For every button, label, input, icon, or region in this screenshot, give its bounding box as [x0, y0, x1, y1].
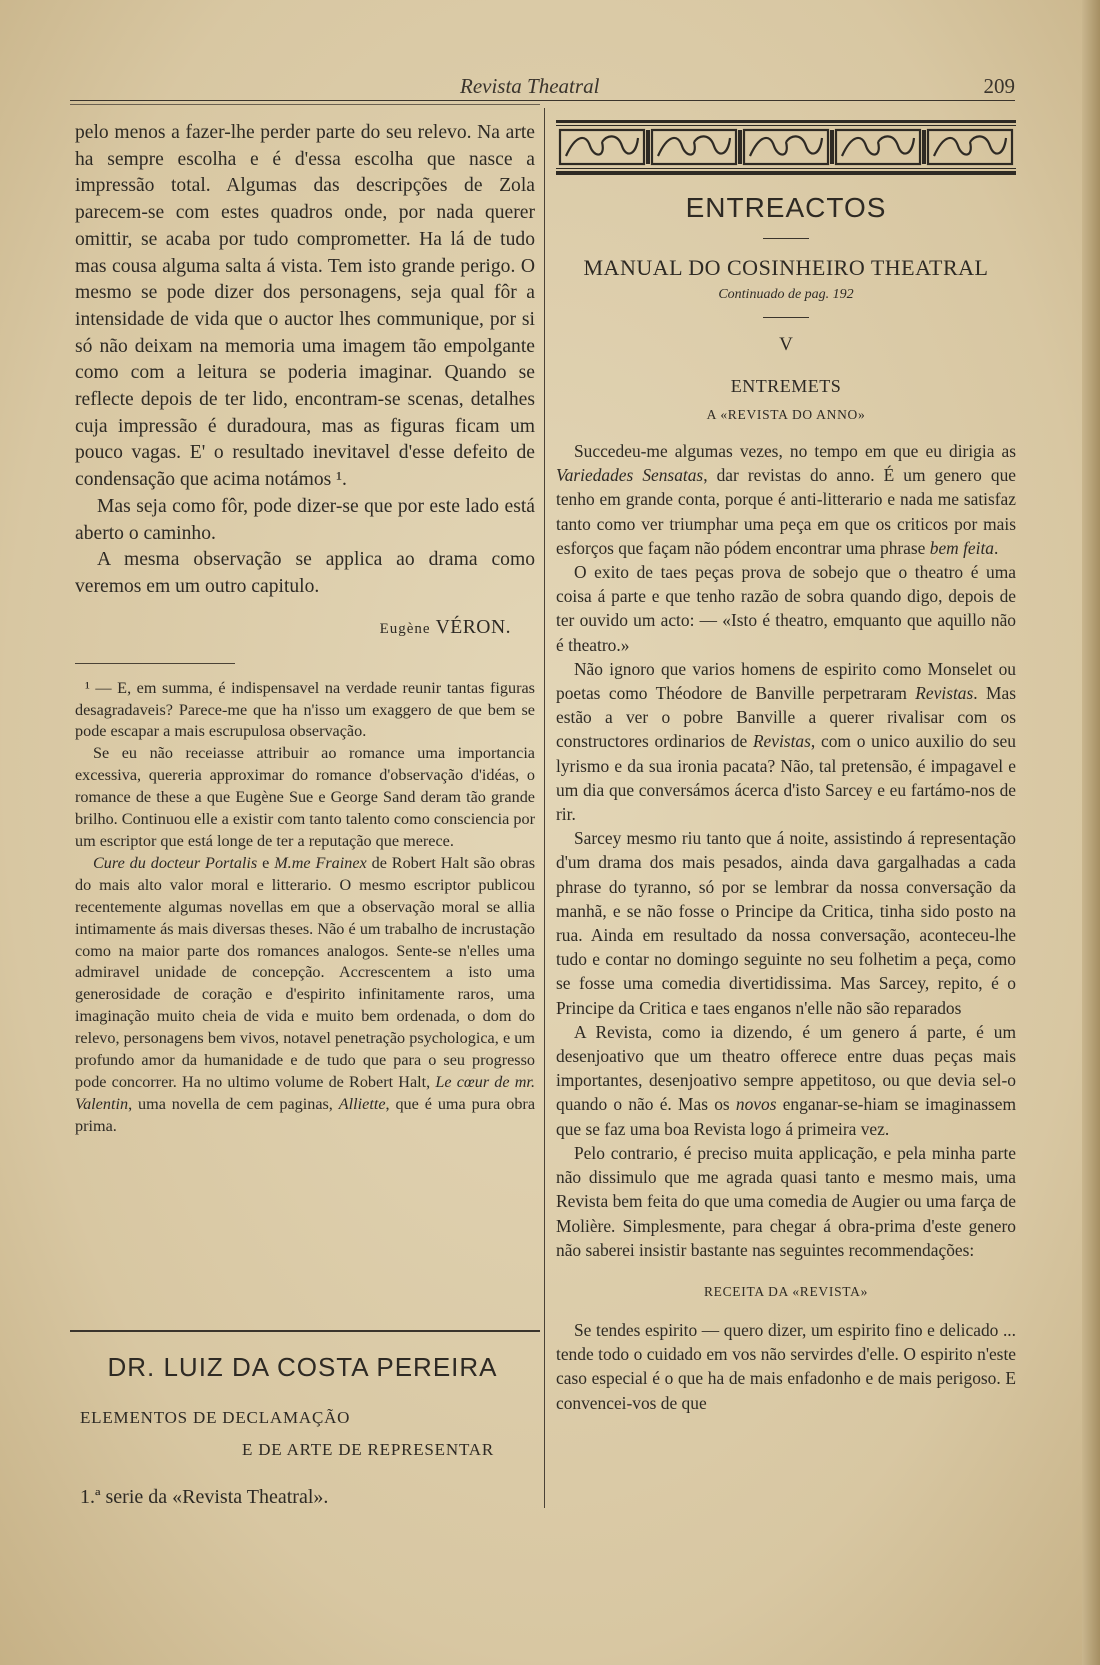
book-title: Alliette [338, 1094, 386, 1113]
emphasis: bem feita [929, 537, 994, 558]
footnote-text: , que é uma pura obra prima. [75, 1094, 536, 1135]
running-header [70, 72, 1015, 102]
chapter-title: ENTREMETS [730, 376, 842, 396]
advertisement-rule [70, 1330, 540, 1332]
footnote-text: , uma novella de cem paginas, [128, 1094, 339, 1113]
continuation-note: Continuado de pag. 192 [718, 287, 854, 302]
footnote-text: de Robert Halt são obras do mais alto valor moral e litterario. O mesmo escriptor publicou recentemente algumas novellas em que a observação moral se allia intimamente ás mais diversas theses. Não é um trabalho de incrustação como na maior parte dos romances analogos. Sente-se n'elles uma admiravel unidade de concepção. Accrescentem a isto uma generosidade de coração e d'espirito infinitamente raros, uma imaginação muito cheia de vida e muito bem ordenada, o dom do relevo, personagens bem vivos, notavel penetração psychologica, e um profundo amor da humanidade e de tudo que para o seu progresso pode concorrer. Ha no ultimo volume de Robert Halt, [75, 853, 535, 1091]
paragraph: Sarcey mesmo riu tanto que á noite, assistindo á representação d'um drama dos mais pesados, ainda dava gargalhadas a cada phrase do tyranno, só por se lembrar da nossa conversação da manhã, e se não fosse o Principe da Critica, tinha sido posto na rua. Ainda em resultado da nossa conversação, aconteceu-lhe tudo e contar no domingo seguinte no seu folhetim a peça, como se fosse uma comedia divertidissima. Mas Sarcey, repito, é o Principe da Critica e taes enganos n'elle não são reparados [556, 828, 1016, 1018]
footnote: Se eu não receiasse attribuir ao romance uma importancia excessiva, quereria approximar do romance d'observação d'idéas, o romance de these a que Eugène Sue e George Sand deram tão grande brilho. Continuou elle a existir com tanto talento como consciencia por um escriptor que está longe de ter a reputação que merece. [75, 744, 535, 850]
paragraph: O exito de taes peças prova de sobejo que o theatro é uma coisa á parte e que tenho razão de sobra quando digo, depois de ter ouvido um acto: — «Isto é theatro, emquanto que aquillo não é theatro.» [556, 562, 1016, 655]
advertisement-title: DR. LUIZ DA COSTA PEREIRA [107, 1352, 498, 1382]
book-title: Le cœur de mr. Valentin [75, 1072, 535, 1113]
paragraph [556, 439, 1016, 560]
footnote [75, 853, 535, 1138]
short-rule [763, 238, 809, 239]
paragraph-text: Não ignoro que varios homens de espirito como Monselet ou poetas como Théodore de Banville perpetraram [556, 658, 1016, 704]
footnote-text: e [257, 853, 275, 872]
recipe-body [556, 1318, 1016, 1415]
book-title: M.me Frainex [274, 853, 367, 872]
paragraph-text: , dar revistas do anno. É um genero que tenho em grande conta, porque é anti-litterario e nada me satisfaz tanto como ver triumphar uma peça em que os criticos por mais esforços que façam não pódem encontrar uma phrase [556, 465, 1016, 558]
section-title: ENTREACTOS [685, 192, 887, 223]
article-body [556, 439, 1016, 1262]
book-title: Cure du docteur Portalis [93, 853, 258, 872]
right-column [556, 120, 1016, 1415]
header-rule-secondary [70, 104, 540, 105]
paragraph-text: . Mas estão a ver o pobre Banville a querer rivalisar com os constructores ordinarios de [556, 683, 1016, 752]
column-divider [544, 108, 545, 1508]
paragraph: Se tendes espirito — quero dizer, um espirito fino e delicado ... tende todo o cuidado em vos não servirdes d'elle. O espirito n'este caso especial é o que ha de mais enfadonho e de mais perigoso. E convencei-vos de que [556, 1319, 1016, 1413]
footnote: ¹ — E, em summa, é indispensavel na verdade reunir tantas figuras desagradaveis? Parece-me que ha n'isso um exaggero de que bem se pode escapar a mais escrupulosa observação. [75, 678, 535, 741]
emphasis: novos [735, 1094, 777, 1115]
ornamental-border-icon [556, 120, 1016, 176]
paragraph: Pelo contrario, é preciso muita applicação, e pela minha parte não dissimulo que me agrada quasi tanto e mesmo mais, uma Revista bem feita do que uma comedia de Augier ou uma farça de Molière. Simplesmente, para chegar á obra-prima d'este genero não saberei insistir bastante nas seguintes recommendações: [556, 1142, 1016, 1260]
advertisement-line: E DE ARTE DE REPRESENTAR [242, 1440, 494, 1459]
emphasis: Revistas [752, 731, 811, 752]
header-rule [70, 100, 1015, 101]
left-column [75, 120, 535, 1138]
emphasis: Variedades Sensatas [556, 465, 704, 486]
page-edge [1082, 0, 1100, 1665]
paragraph-text: , com o unico auxilio do seu lyrismo e da sua ironia pacata? Não, tal pretensão, é impagavel e um dia que conversámos ácerca d'isto Sarcey e eu fartámo-nos de rir. [556, 731, 1016, 825]
chapter-subheading: A «REVISTA DO ANNO» [706, 407, 866, 422]
paragraph [556, 657, 1016, 826]
short-rule [763, 317, 809, 318]
advertisement-line: ELEMENTOS DE DECLAMAÇÃO [80, 1408, 351, 1427]
paragraph-text: A Revista, como ia dizendo, é um genero á parte, é um desenjoativo que um theatro offerece entre duas peças mais importantes, desenjoativo sempre appetitoso, ou que devia sel-o quando o não é. Mas os [556, 1021, 1016, 1115]
chapter-number: V [779, 334, 793, 355]
running-title: Revista Theatral [460, 74, 600, 98]
paragraph: Mas seja como fôr, pode dizer-se que por este lado está aberto o caminho. [75, 495, 535, 544]
footnotes [75, 678, 535, 1138]
author-first-name: Eugène [379, 620, 431, 637]
author-signature [75, 617, 535, 639]
paragraph: A mesma observação se applica ao drama como veremos em um outro capitulo. [75, 549, 535, 597]
recipe-heading: RECEITA DA «REVISTA» [703, 1283, 869, 1299]
paragraph-text: . [993, 537, 999, 558]
article-title: MANUAL DO COSINHEIRO THEATRAL [583, 255, 989, 280]
page-number: 209 [983, 74, 1015, 98]
article-ending [75, 120, 535, 601]
paragraph-text: enganar-se-hiam se imaginassem que se faz uma boa Revista logo á primeira vez. [556, 1094, 1016, 1139]
paragraph: pelo menos a fazer-lhe perder parte do seu relevo. Na arte ha sempre escolha e é d'essa escolha que nasce a impressão total. Algumas das descripções de Zola parecem-se com estes quadros onde, por nada querer omittir, se acaba por tudo comprometter. Ha lá de tudo mas cousa alguma salta á vista. Tem isto grande perigo. O mesmo se pode dizer dos personagens, seja qual fôr a intensidade de vida que o auctor lhes communique, por si só não deixam na memoria uma imagem tão empolgante como com a leitura se poderia imaginar. Quando se reflecte depois de ter lido, encontram-se scenas, detalhes cuja impressão é duradoura, mas as figuras ficam um pouco vagas. E' o resultado inevitavel d'esse defeito de condensação que acima notámos ¹. [75, 122, 535, 491]
paragraph [556, 1020, 1016, 1141]
footnote-rule [75, 663, 235, 664]
paragraph-text: Succedeu-me algumas vezes, no tempo em que eu dirigia as [574, 441, 1016, 461]
author-last-name: VÉRON. [435, 616, 511, 638]
advertisement-line: 1.ª serie da «Revista Theatral». [80, 1486, 329, 1508]
emphasis: Revistas [915, 683, 974, 704]
